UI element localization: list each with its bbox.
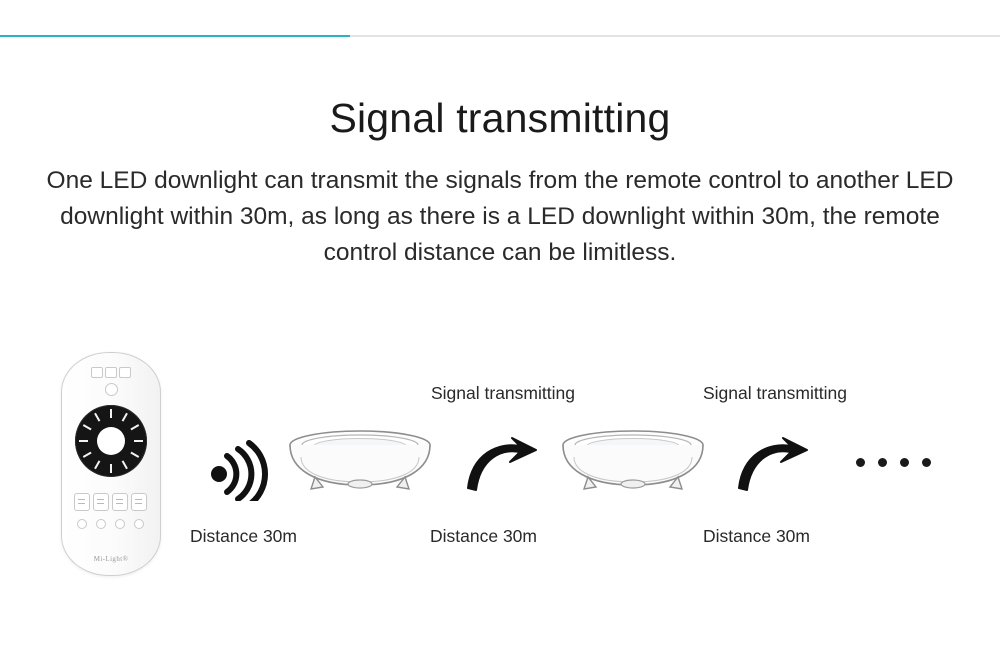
remote-button-1 — [91, 367, 103, 378]
remote-control-illustration — [61, 352, 161, 576]
led-downlight-icon — [285, 427, 435, 499]
dial-tick — [94, 413, 100, 422]
dial-tick — [122, 413, 128, 422]
remote-zone-1-bar — [74, 493, 90, 511]
top-divider-rest — [350, 35, 1000, 37]
remote-zone-2 — [93, 493, 107, 539]
remote-brand-label: Mi-Light® — [93, 555, 129, 563]
dial-tick — [94, 460, 100, 469]
remote-zone-4-dot — [134, 519, 144, 529]
remote-zone-4-bar — [131, 493, 147, 511]
remote-zone-1 — [74, 493, 88, 539]
remote-zone-2-dot — [96, 519, 106, 529]
top-divider-accent — [0, 35, 350, 37]
dial-tick — [83, 424, 92, 430]
dial-tick — [130, 452, 139, 458]
page-title: Signal transmitting — [329, 95, 671, 141]
page-description: One LED downlight can transmit the signals from the remote control to another LED downlight within 30m, as long as there is a LED downlight within 30m, the remote control distance can be limitless. — [46, 167, 954, 266]
curved-arrow-icon — [733, 436, 813, 496]
ellipsis-dot — [856, 458, 865, 467]
remote-dial-hub — [97, 427, 125, 455]
dial-tick — [110, 409, 112, 418]
signal-transmitting-label-2: Signal transmitting — [703, 383, 847, 403]
led-downlight-icon — [558, 427, 708, 499]
dial-tick — [134, 440, 143, 442]
remote-color-dial — [75, 405, 147, 477]
dial-tick — [83, 452, 92, 458]
top-divider — [0, 35, 1000, 37]
remote-button-3 — [119, 367, 131, 378]
remote-zone-3-dot — [115, 519, 125, 529]
ellipsis-dots-icon — [856, 458, 931, 467]
remote-zone-3 — [112, 493, 126, 539]
distance-label-2: Distance 30m — [430, 526, 537, 546]
distance-label-1: Distance 30m — [190, 526, 297, 546]
remote-zone-1-dot — [77, 519, 87, 529]
dial-tick — [79, 440, 88, 442]
remote-zone-buttons — [70, 493, 152, 541]
ellipsis-dot — [900, 458, 909, 467]
remote-zone-2-bar — [93, 493, 109, 511]
ellipsis-dot — [878, 458, 887, 467]
remote-zone-3-bar — [112, 493, 128, 511]
dial-tick — [110, 464, 112, 473]
distance-label-3: Distance 30m — [703, 526, 810, 546]
dial-tick — [122, 460, 128, 469]
signal-transmitting-label-1: Signal transmitting — [431, 383, 575, 403]
remote-top-buttons — [62, 365, 160, 379]
ellipsis-dot — [922, 458, 931, 467]
remote-zone-4 — [131, 493, 145, 539]
dial-tick — [130, 424, 139, 430]
curved-arrow-icon — [462, 436, 542, 496]
signal-waves-icon — [203, 431, 273, 501]
remote-button-2 — [105, 367, 117, 378]
remote-power-button — [105, 383, 118, 396]
